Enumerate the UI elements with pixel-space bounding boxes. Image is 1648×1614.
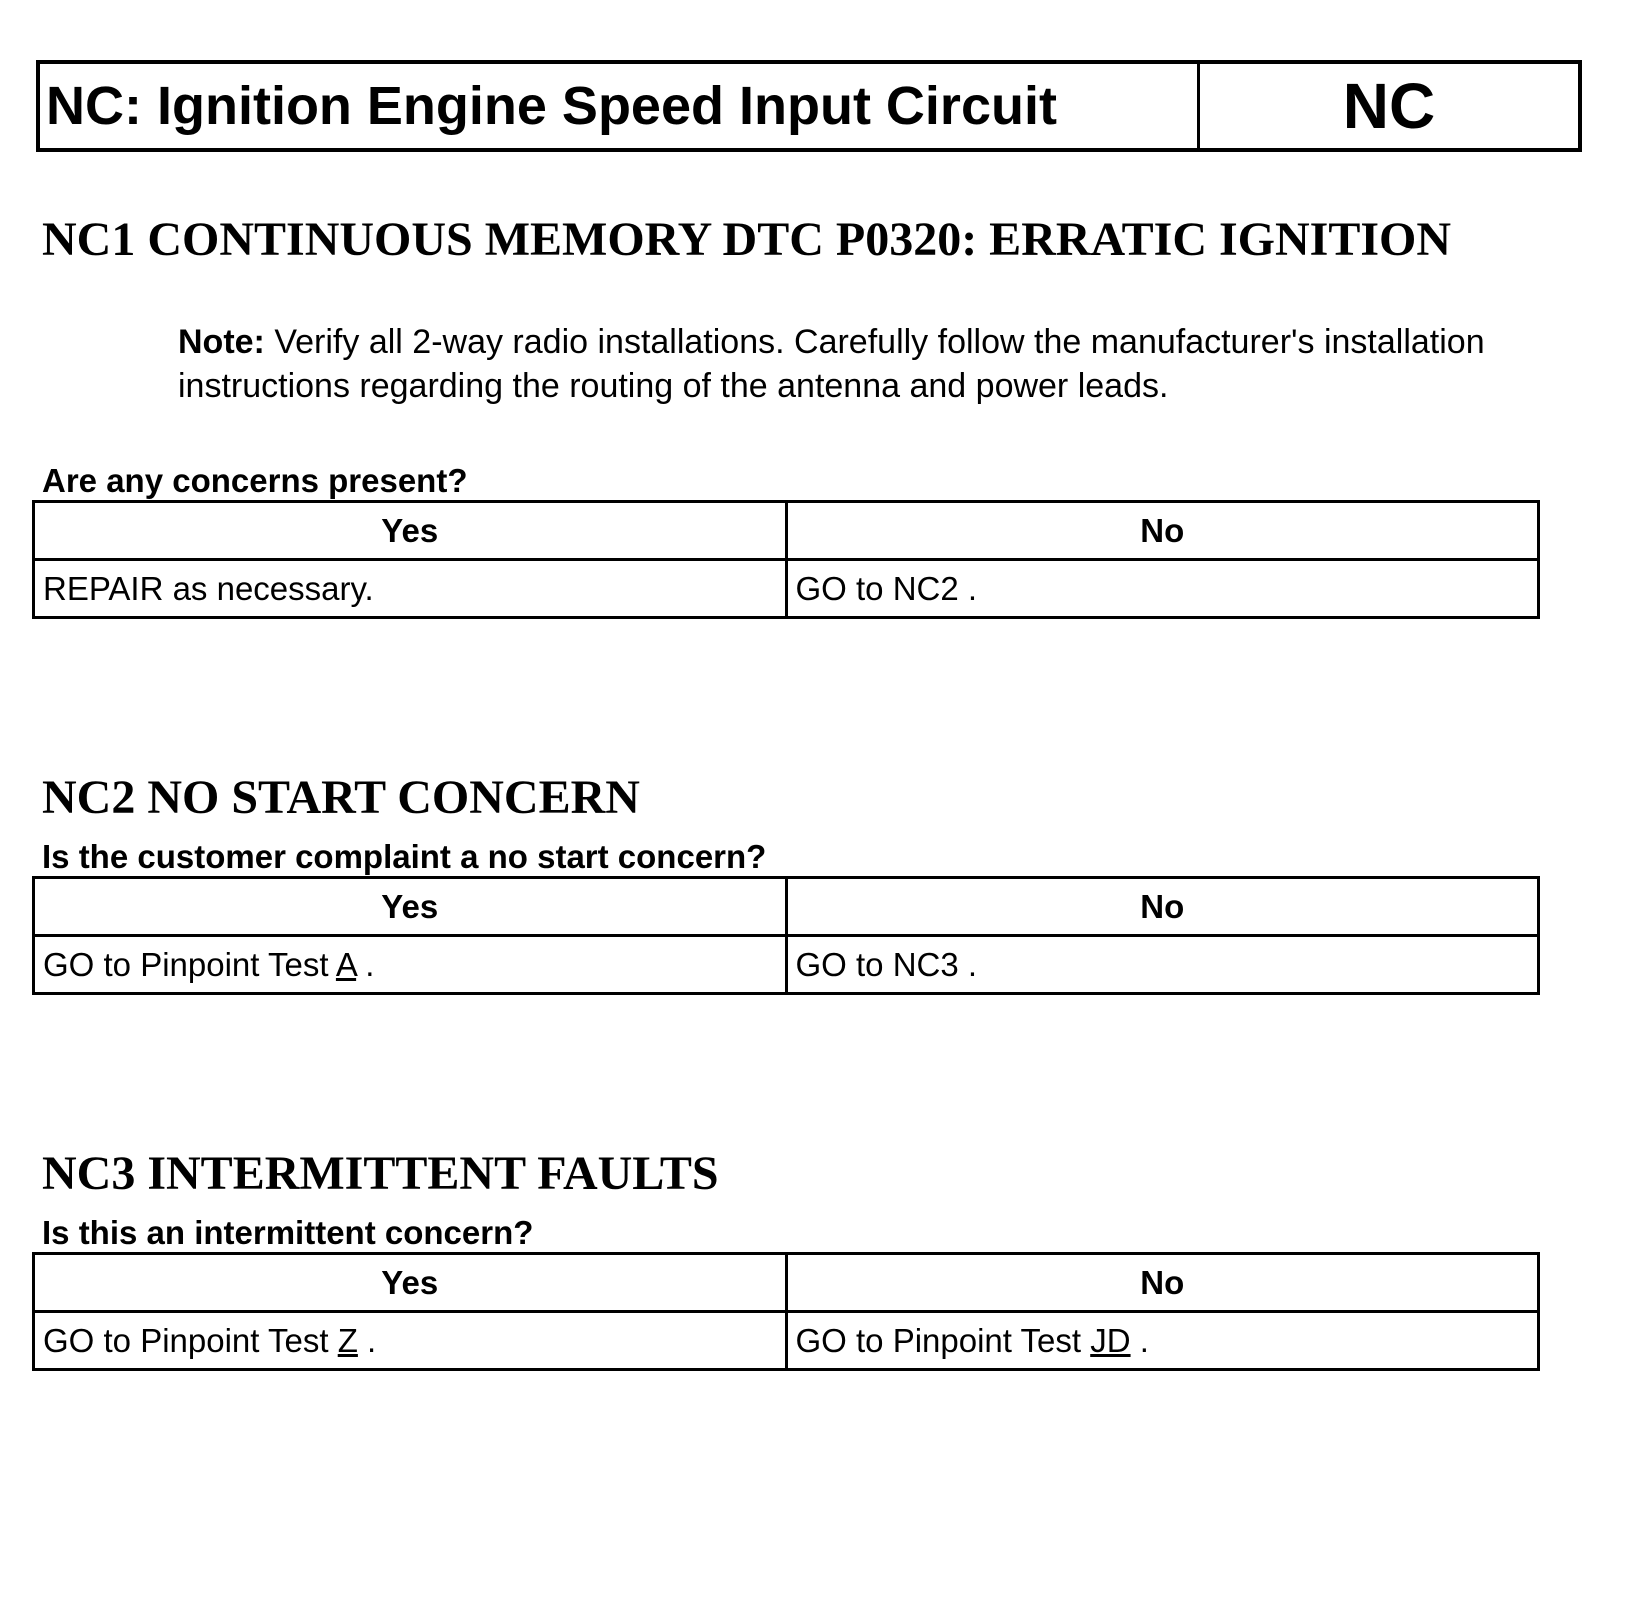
yes-header: Yes: [34, 878, 787, 936]
nc1-heading: NC1 CONTINUOUS MEMORY DTC P0320: ERRATIC IGNITION: [42, 213, 1452, 266]
pinpoint-test-link-z[interactable]: Z: [337, 1321, 358, 1359]
pinpoint-test-link-a[interactable]: A: [335, 945, 357, 983]
yes-header: Yes: [34, 502, 787, 560]
no-action: [786, 1312, 1539, 1370]
nc1-note: [178, 320, 1618, 408]
yes-action: REPAIR as necessary.: [34, 560, 787, 618]
pinpoint-test-link-jd[interactable]: JD: [1090, 1321, 1131, 1359]
no-header: No: [786, 1254, 1539, 1312]
no-header: No: [786, 878, 1539, 936]
nc2-table: [32, 876, 1540, 995]
note-label: Note:: [178, 323, 265, 361]
yes-header: Yes: [34, 1254, 787, 1312]
header-code: NC: [1342, 70, 1436, 142]
no-header: No: [786, 502, 1539, 560]
nc3-table: [32, 1252, 1540, 1371]
action-suffix: .: [357, 1321, 377, 1359]
nc3-heading: NC3 INTERMITTENT FAULTS: [42, 1147, 719, 1200]
action-suffix: .: [1130, 1321, 1149, 1359]
yes-action: [34, 936, 787, 994]
nc1-table: [32, 500, 1540, 619]
action-text: GO to Pinpoint Test: [43, 945, 336, 983]
nc1-question: Are any concerns present?: [42, 462, 468, 499]
action-text: GO to Pinpoint Test: [795, 1321, 1091, 1359]
nc2-heading: NC2 NO START CONCERN: [42, 771, 640, 824]
yes-action: [34, 1312, 787, 1370]
nc3-question: Is this an intermittent concern?: [42, 1214, 534, 1251]
no-action: GO to NC3 .: [786, 936, 1539, 994]
note-text: Verify all 2-way radio installations. Carefully follow the manufacturer's installation instructions regarding the routing of the antenna and power leads.: [178, 323, 1485, 405]
action-suffix: .: [356, 945, 375, 983]
document-header: [36, 60, 1582, 152]
nc2-question: Is the customer complaint a no start concern?: [42, 838, 767, 875]
no-action: GO to NC2 .: [786, 560, 1539, 618]
header-title: NC: Ignition Engine Speed Input Circuit: [40, 64, 1200, 148]
action-text: GO to Pinpoint Test: [43, 1321, 338, 1359]
